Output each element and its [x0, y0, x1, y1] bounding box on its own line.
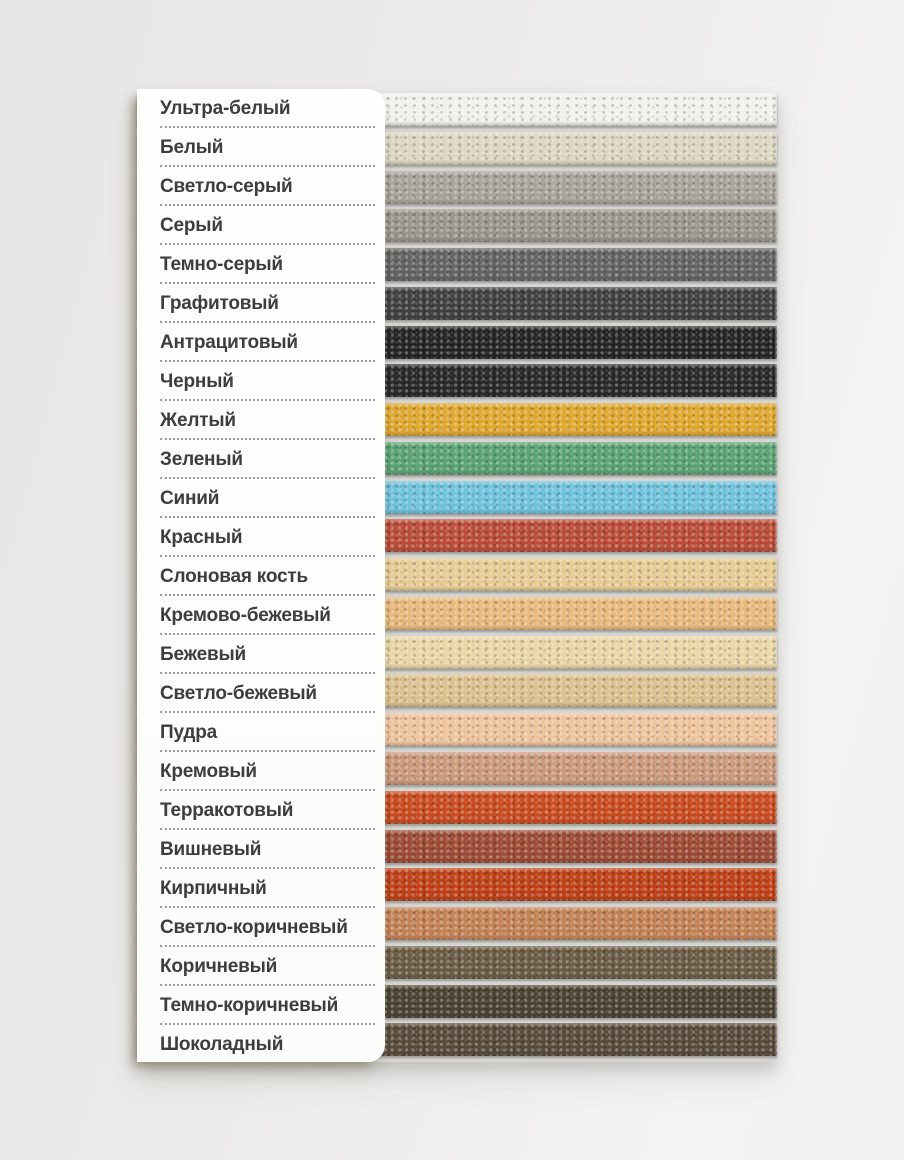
swatch-label: Черный [160, 371, 234, 392]
swatch-label: Белый [160, 137, 224, 158]
swatch-label-row [160, 986, 375, 1025]
swatch-label: Кремово-бежевый [160, 605, 331, 626]
swatch-label-list [160, 89, 375, 1062]
swatch-label: Ультра-белый [160, 98, 291, 119]
swatch-label: Светло-серый [160, 176, 293, 197]
swatch-label-row [160, 752, 375, 791]
swatch-label-row [160, 245, 375, 284]
swatch-label: Кремовый [160, 761, 257, 782]
swatch-label-row [160, 830, 375, 869]
swatch-label-row [160, 362, 375, 401]
swatch-label: Зеленый [160, 449, 243, 470]
swatch-label-row [160, 167, 375, 206]
swatch-label-row [160, 908, 375, 947]
swatch-label-row [160, 791, 375, 830]
swatch-label-row [160, 323, 375, 362]
swatch-label-row [160, 284, 375, 323]
swatch-label: Графитовый [160, 293, 279, 314]
swatch-label-row [160, 674, 375, 713]
swatch-label-row [160, 206, 375, 245]
swatch-label: Вишневый [160, 839, 262, 860]
swatch-label-row [160, 89, 375, 128]
swatch-label: Серый [160, 215, 223, 236]
swatch-label: Слоновая кость [160, 566, 308, 587]
swatch-label: Шоколадный [160, 1034, 284, 1055]
swatch-label-row [160, 518, 375, 557]
swatch-label: Синий [160, 488, 220, 509]
swatch-label-row [160, 635, 375, 674]
swatch-label: Желтый [160, 410, 236, 431]
swatch-label: Антрацитовый [160, 332, 298, 353]
swatch-label-row [160, 401, 375, 440]
swatch-label: Светло-бежевый [160, 683, 317, 704]
swatch-label: Красный [160, 527, 243, 548]
swatch-label-row [160, 596, 375, 635]
swatch-label-row [160, 557, 375, 596]
swatch-label-row [160, 479, 375, 518]
swatch-label: Коричневый [160, 956, 278, 977]
swatch-label-row [160, 440, 375, 479]
swatch-label: Темно-коричневый [160, 995, 339, 1016]
swatch-label-row [160, 713, 375, 752]
swatch-label-row [160, 869, 375, 908]
swatch-label-row [160, 947, 375, 986]
swatch-label: Темно-серый [160, 254, 283, 275]
swatch-label: Светло-коричневый [160, 917, 348, 938]
swatch-label: Терракотовый [160, 800, 294, 821]
swatch-label: Пудра [160, 722, 217, 743]
label-card [137, 89, 385, 1062]
swatch-label: Кирпичный [160, 878, 267, 899]
swatch-label-row [160, 128, 375, 167]
swatch-label: Бежевый [160, 644, 246, 665]
swatch-label-row [160, 1025, 375, 1062]
